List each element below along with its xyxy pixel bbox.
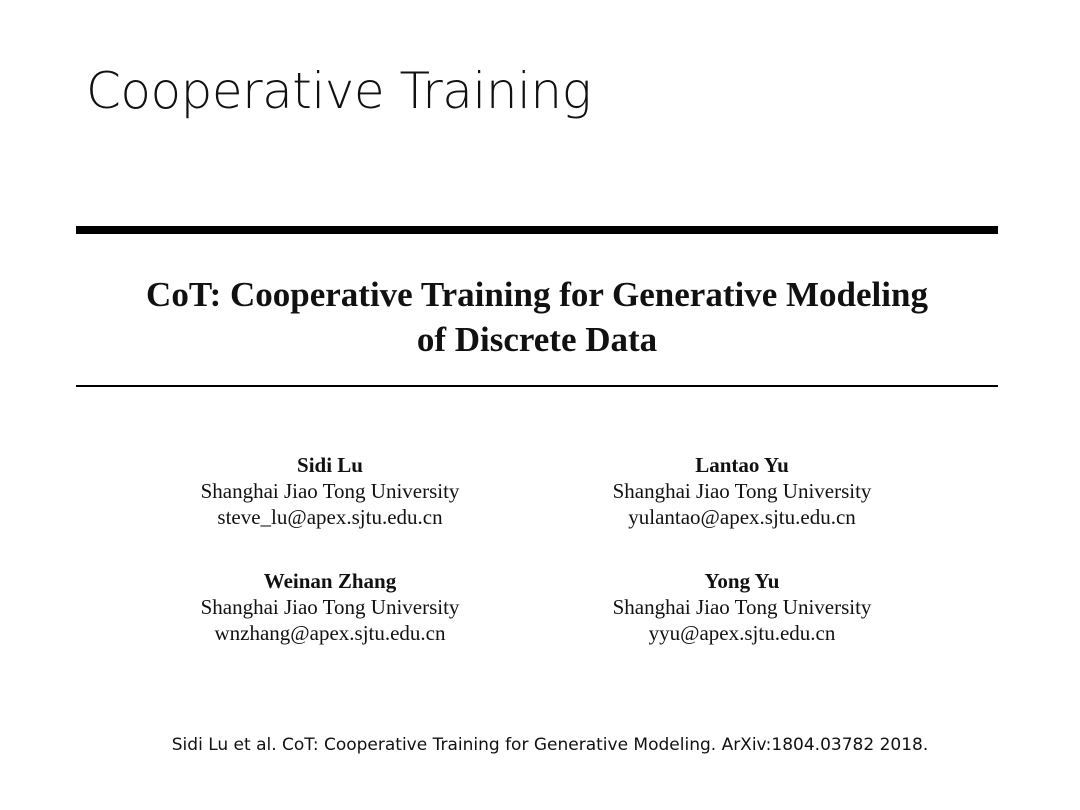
- slide-title: Cooperative Training: [86, 62, 592, 120]
- author-block-lantao-yu: [552, 452, 932, 530]
- author-block-yong-yu: [552, 568, 932, 646]
- paper-title: [76, 272, 998, 362]
- paper-header-excerpt: [76, 226, 998, 666]
- author-name: Yong Yu: [704, 569, 780, 593]
- author-name: Sidi Lu: [297, 453, 363, 477]
- paper-title-line-2: of Discrete Data: [416, 320, 658, 359]
- author-name: Weinan Zhang: [263, 569, 397, 593]
- author-email: steve_lu@apex.sjtu.edu.cn: [217, 505, 443, 529]
- paper-title-line-1: CoT: Cooperative Training for Generative Modeling: [146, 275, 928, 314]
- author-affiliation: Shanghai Jiao Tong University: [200, 479, 460, 503]
- author-affiliation: Shanghai Jiao Tong University: [612, 479, 872, 503]
- top-rule: [76, 226, 998, 234]
- author-email: yulantao@apex.sjtu.edu.cn: [628, 505, 856, 529]
- author-block-weinan-zhang: [140, 568, 520, 646]
- author-affiliation: Shanghai Jiao Tong University: [200, 595, 460, 619]
- citation-footnote: Sidi Lu et al. CoT: Cooperative Training for Generative Modeling. ArXiv:1804.03782 2018.: [171, 735, 929, 755]
- author-affiliation: Shanghai Jiao Tong University: [612, 595, 872, 619]
- author-block-sidi-lu: [140, 452, 520, 530]
- author-email: wnzhang@apex.sjtu.edu.cn: [214, 621, 446, 645]
- author-name: Lantao Yu: [695, 453, 789, 477]
- bottom-rule: [76, 385, 998, 387]
- author-email: yyu@apex.sjtu.edu.cn: [648, 621, 836, 645]
